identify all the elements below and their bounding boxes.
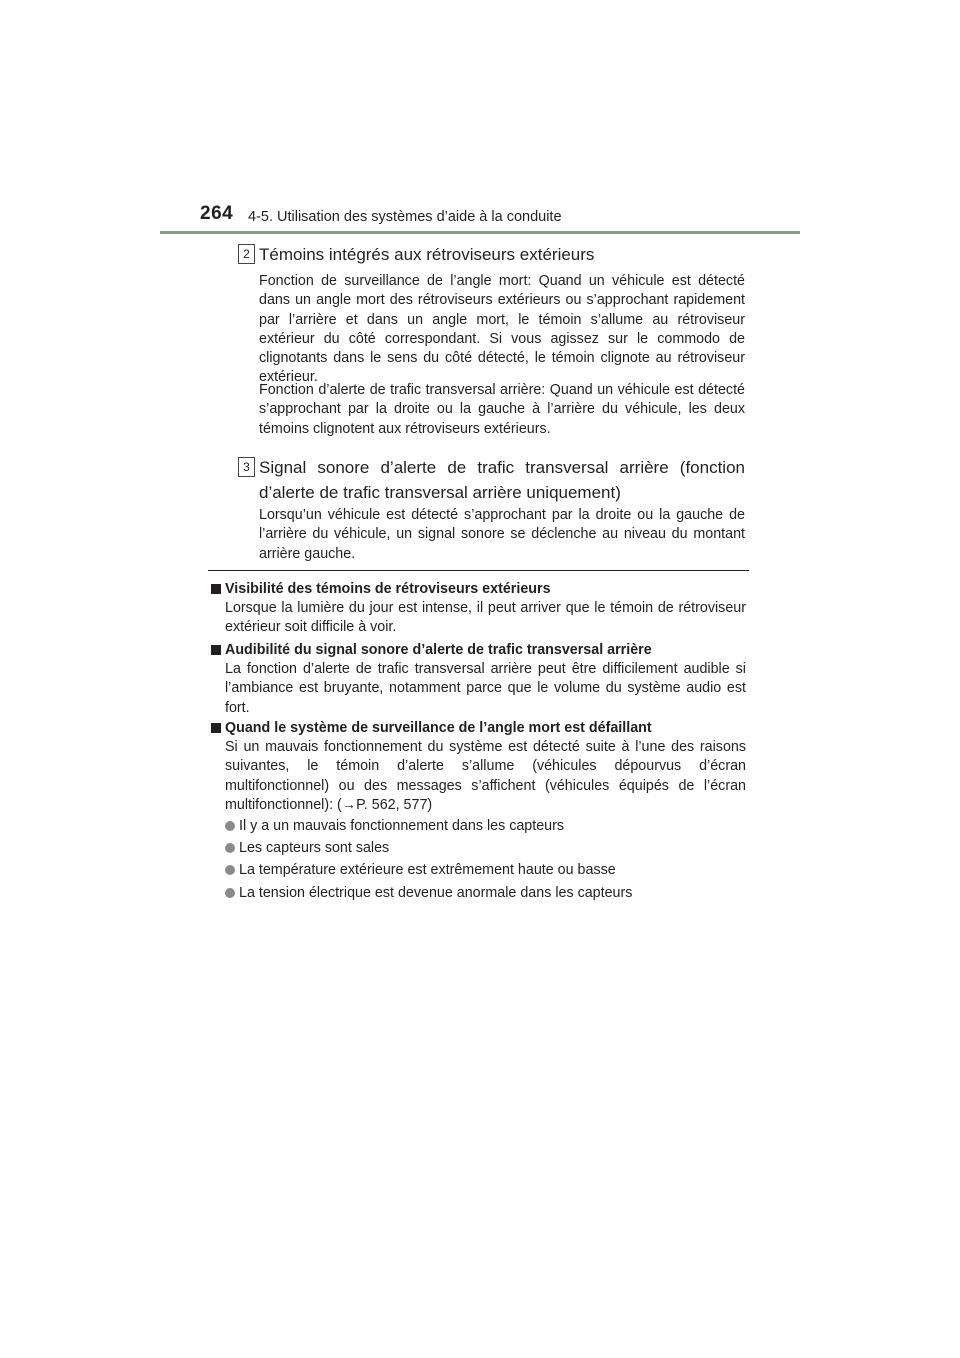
item-paragraph: Fonction de surveillance de l’angle mort: Quand un véhicule est détecté dans un angle mort des rétroviseurs extérieurs ou s’approchant rapidement par l’arrière et dans un angle mort, le témoin s’allume au rétroviseur extérieur du côté correspondant. Si vous agissez sur le commodo de clignotants dans le sens du côté détecté, le témoin clignote au rétroviseur extérieur.: [259, 273, 745, 386]
note-heading: [211, 718, 746, 738]
note-heading-text: Audibilité du signal sonore d’alerte de trafic transversal arrière: [225, 642, 652, 658]
circle-bullet-icon: [225, 843, 235, 853]
item-paragraph: Fonction d’alerte de trafic transversal arrière: Quand un véhicule est détecté s’approchant par la droite ou la gauche à l’arrière du véhicule, les deux témoins clignotent aux rétroviseurs extérieurs.: [259, 382, 745, 437]
circle-bullet-icon: [225, 865, 235, 875]
note-visibility: [211, 579, 746, 638]
page-header: [160, 203, 800, 237]
square-bullet-icon: [211, 723, 221, 733]
header-rule: [160, 231, 800, 234]
section-title: 4-5. Utilisation des systèmes d’aide à la conduite: [248, 209, 562, 225]
note-malfunction: [211, 718, 746, 815]
note-body: Lorsque la lumière du jour est intense, il peut arriver que le témoin de rétroviseur extérieur soit difficile à voir.: [225, 600, 746, 636]
item-title: Signal sonore d’alerte de trafic transversal arrière (fonction d’alerte de trafic transversal arrière uniquement): [259, 458, 745, 502]
note-audibility: [211, 640, 746, 718]
note-body: Si un mauvais fonctionnement du système est détecté suite à l’une des raisons suivantes, le témoin d’alerte s’allume (véhicules dépourvus d’écran multifonctionnel) ou des messages s’affichent (véhicules équipés de l’écran multifonctionnel): (→P. 562, 577): [225, 739, 746, 813]
item-paragraph: Lorsqu’un véhicule est détecté s’approchant par la droite ou la gauche de l’arrière du véhicule, un signal sonore se déclenche au niveau du montant arrière gauche.: [259, 507, 745, 562]
square-bullet-icon: [211, 645, 221, 655]
note-heading-text: Quand le système de surveillance de l’angle mort est défaillant: [225, 720, 652, 736]
circle-bullet-icon: [225, 888, 235, 898]
item-number-badge: 2: [238, 244, 255, 264]
note-body: La fonction d’alerte de trafic transversal arrière peut être difficilement audible si l’ambiance est bruyante, notamment parce que le volume du système audio est fort.: [225, 661, 746, 716]
square-bullet-icon: [211, 584, 221, 594]
item-number-badge: 3: [238, 457, 255, 477]
note-heading: [211, 640, 746, 660]
note-heading-text: Visibilité des témoins de rétroviseurs extérieurs: [225, 581, 551, 597]
item-title: Témoins intégrés aux rétroviseurs extérieurs: [259, 245, 595, 264]
list-item-text: Les capteurs sont sales: [239, 840, 390, 856]
section-divider: [208, 570, 749, 571]
list-item-text: La tension électrique est devenue anormale dans les capteurs: [239, 885, 633, 901]
list-item-text: Il y a un mauvais fonctionnement dans les capteurs: [239, 818, 565, 834]
page-number: 264: [200, 203, 234, 224]
note-heading: [211, 579, 746, 599]
circle-bullet-icon: [225, 821, 235, 831]
list-item-text: La température extérieure est extrêmement haute ou basse: [239, 862, 616, 878]
